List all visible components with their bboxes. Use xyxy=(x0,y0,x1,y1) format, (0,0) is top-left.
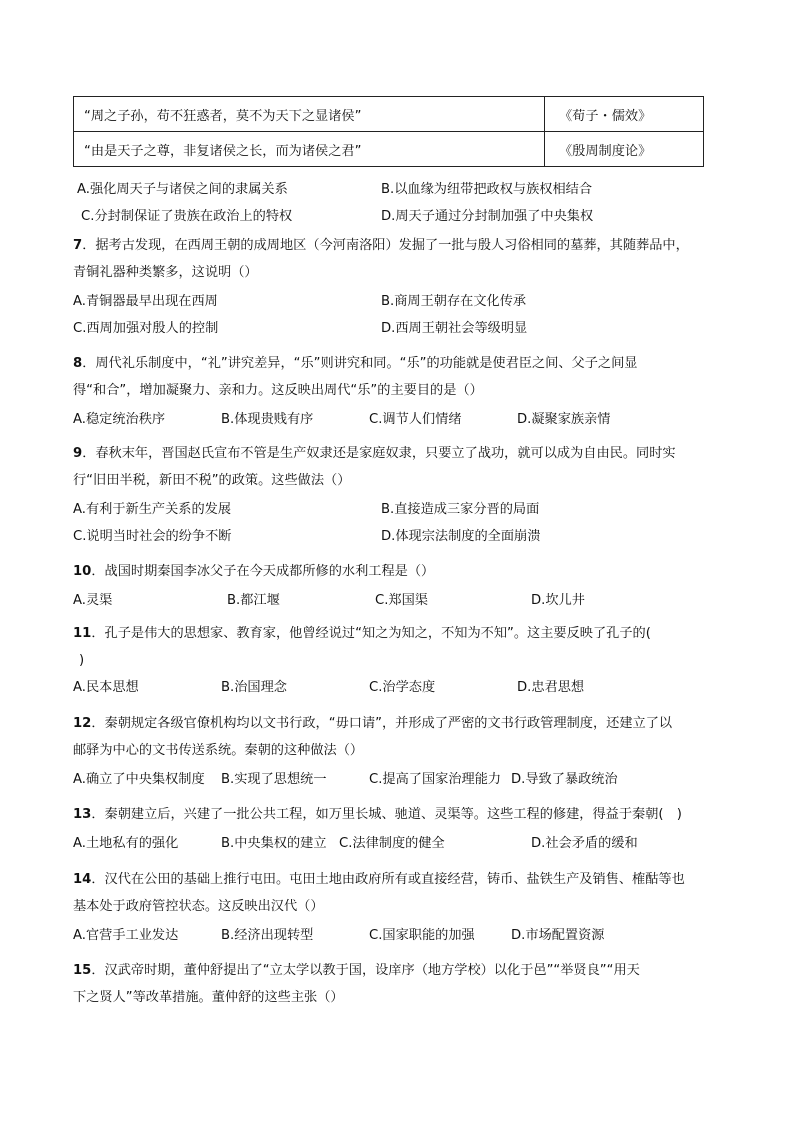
question-7 xyxy=(73,232,733,342)
options-row xyxy=(73,674,733,701)
option-b[interactable]: B.都江堰 xyxy=(227,593,280,608)
stem-line: ．汉代在公田的基础上推行屯田。屯田土地由政府所有或直接经营，铸币、盐铁生产及销售、榷酤等也 xyxy=(91,872,685,887)
question-number: 11 xyxy=(73,626,92,641)
option-c[interactable]: C.国家职能的加强 xyxy=(369,928,475,943)
table-row xyxy=(74,97,704,132)
question-stem xyxy=(73,350,733,377)
option-b[interactable]: B.中央集权的建立 xyxy=(221,836,327,851)
question-number: 7 xyxy=(73,238,83,253)
question-number: 10 xyxy=(73,564,92,579)
quote-cell: “由是天子之尊，非复诸侯之长，而为诸侯之君” xyxy=(74,132,545,167)
option-c[interactable]: C.调节人们情绪 xyxy=(369,412,462,427)
option-a[interactable]: A.土地私有的强化 xyxy=(73,836,179,851)
question-6-options xyxy=(73,176,733,230)
question-stem xyxy=(73,620,733,647)
option-b[interactable]: B.体现贵贱有序 xyxy=(221,412,314,427)
option-c[interactable]: C.西周加强对殷人的控制 xyxy=(73,321,219,336)
option-a[interactable]: A.强化周天子与诸侯之间的隶属关系 xyxy=(77,182,288,197)
stem-line: 青铜礼器种类繁多，这说明（） xyxy=(73,265,258,280)
option-b[interactable]: B.治国理念 xyxy=(221,680,287,695)
stem-line: 基本处于政府管控状态。这反映出汉代（） xyxy=(73,899,324,914)
stem-line: 得“和合”，增加凝聚力、亲和力。这反映出周代“乐”的主要目的是（） xyxy=(73,383,483,398)
options-row xyxy=(73,523,733,550)
option-b[interactable]: B.商周王朝存在文化传承 xyxy=(381,294,527,309)
option-a[interactable]: A.确立了中央集权制度 xyxy=(73,772,205,787)
question-15 xyxy=(73,957,733,1011)
stem-line: ．据考古发现，在西周王朝的成周地区（今河南洛阳）发掘了一批与殷人习俗相同的墓葬，其随葬品中， xyxy=(82,238,689,253)
question-stem xyxy=(73,440,733,467)
option-a[interactable]: A.官营手工业发达 xyxy=(73,928,179,943)
options-row xyxy=(73,203,733,230)
stem-line: ．秦朝规定各级官僚机构均以文书行政，“毋口请”，并形成了严密的文书行政管理制度，还建立了以 xyxy=(91,716,673,731)
question-12 xyxy=(73,710,733,793)
question-10 xyxy=(73,558,733,614)
option-c[interactable]: C.郑国渠 xyxy=(375,593,428,608)
question-number: 8 xyxy=(73,356,83,371)
stem-line: ．秦朝建立后，兴建了一批公共工程，如万里长城、驰道、灵渠等。这些工程的修建，得益于秦朝( ) xyxy=(91,807,682,822)
stem-line: ．春秋末年，晋国赵氏宣布不管是生产奴隶还是家庭奴隶，只要立了战功，就可以成为自由民。同时实 xyxy=(82,446,676,461)
stem-line: ．孔子是伟大的思想家、教育家，他曾经说过“知之为知之，不知为不知”。这主要反映了孔子的( xyxy=(91,626,651,641)
option-a[interactable]: A.有利于新生产关系的发展 xyxy=(73,502,232,517)
option-b[interactable]: B.以血缘为纽带把政权与族权相结合 xyxy=(381,182,593,197)
option-c[interactable]: C.法律制度的健全 xyxy=(339,836,445,851)
options-row xyxy=(73,496,733,523)
option-d[interactable]: D.社会矛盾的缓和 xyxy=(531,836,638,851)
question-11 xyxy=(73,620,733,701)
options-row xyxy=(73,406,733,433)
question-13 xyxy=(73,801,733,857)
stem-line: ．汉武帝时期，董仲舒提出了“立太学以教于国，设庠序（地方学校）以化于邑”“举贤良”“用天 xyxy=(91,963,640,978)
quote-cell: “周之子孙，苟不狂惑者，莫不为天下之显诸侯” xyxy=(74,97,545,132)
question-number: 14 xyxy=(73,872,92,887)
stem-line: 邮驿为中心的文书传送系统。秦朝的这种做法（） xyxy=(73,743,364,758)
question-number: 13 xyxy=(73,807,92,822)
options-row xyxy=(73,830,733,857)
options-row xyxy=(73,587,733,614)
option-c[interactable]: C.说明当时社会的纷争不断 xyxy=(73,529,232,544)
option-b[interactable]: B.经济出现转型 xyxy=(221,928,314,943)
table-row xyxy=(74,132,704,167)
option-d[interactable]: D.市场配置资源 xyxy=(511,928,605,943)
option-a[interactable]: A.稳定统治秩序 xyxy=(73,412,166,427)
stem-line: ．周代礼乐制度中，“礼”讲究差异，“乐”则讲究和同。“乐”的功能就是使君臣之间、父子之间显 xyxy=(82,356,638,371)
question-stem xyxy=(73,232,733,259)
option-d[interactable]: D.体现宗法制度的全面崩溃 xyxy=(381,529,541,544)
option-c[interactable]: C.提高了国家治理能力 xyxy=(369,772,502,787)
stem-line: 下之贤人”等改革措施。董仲舒的这些主张（） xyxy=(73,990,344,1005)
source-cell: 《荀子・儒效》 xyxy=(545,97,704,132)
option-b[interactable]: B.直接造成三家分晋的局面 xyxy=(381,502,540,517)
question-stem xyxy=(73,710,733,737)
question-stem xyxy=(73,957,733,984)
question-9 xyxy=(73,440,733,550)
source-cell: 《殷周制度论》 xyxy=(545,132,704,167)
question-stem xyxy=(73,558,733,585)
question-number: 9 xyxy=(73,446,83,461)
option-d[interactable]: D.忠君思想 xyxy=(517,680,585,695)
option-c[interactable]: C.治学态度 xyxy=(369,680,436,695)
option-d[interactable]: D.导致了暴政统治 xyxy=(511,772,618,787)
stem-line: ．战国时期秦国李冰父子在今天成都所修的水利工程是（） xyxy=(91,564,435,579)
question-8 xyxy=(73,350,733,433)
option-a[interactable]: A.青铜器最早出现在西周 xyxy=(73,294,218,309)
options-row xyxy=(73,288,733,315)
options-row xyxy=(73,922,733,949)
option-b[interactable]: B.实现了思想统一 xyxy=(221,772,327,787)
question-number: 15 xyxy=(73,963,92,978)
option-a[interactable]: A.灵渠 xyxy=(73,593,113,608)
option-d[interactable]: D.周天子通过分封制加强了中央集权 xyxy=(381,209,594,224)
question-14 xyxy=(73,866,733,949)
stem-line: ) xyxy=(79,653,85,668)
options-row xyxy=(73,176,733,203)
option-c[interactable]: C.分封制保证了贵族在政治上的特权 xyxy=(81,209,293,224)
option-d[interactable]: D.西周王朝社会等级明显 xyxy=(381,321,528,336)
question-number: 12 xyxy=(73,716,92,731)
question-stem xyxy=(73,866,733,893)
options-row xyxy=(73,766,733,793)
option-d[interactable]: D.坎儿井 xyxy=(531,593,585,608)
question-stem xyxy=(73,801,733,828)
option-a[interactable]: A.民本思想 xyxy=(73,680,139,695)
options-row xyxy=(73,315,733,342)
option-d[interactable]: D.凝聚家族亲情 xyxy=(517,412,611,427)
quote-table xyxy=(73,96,704,167)
stem-line: 行“旧田半税，新田不税”的政策。这些做法（） xyxy=(73,473,351,488)
